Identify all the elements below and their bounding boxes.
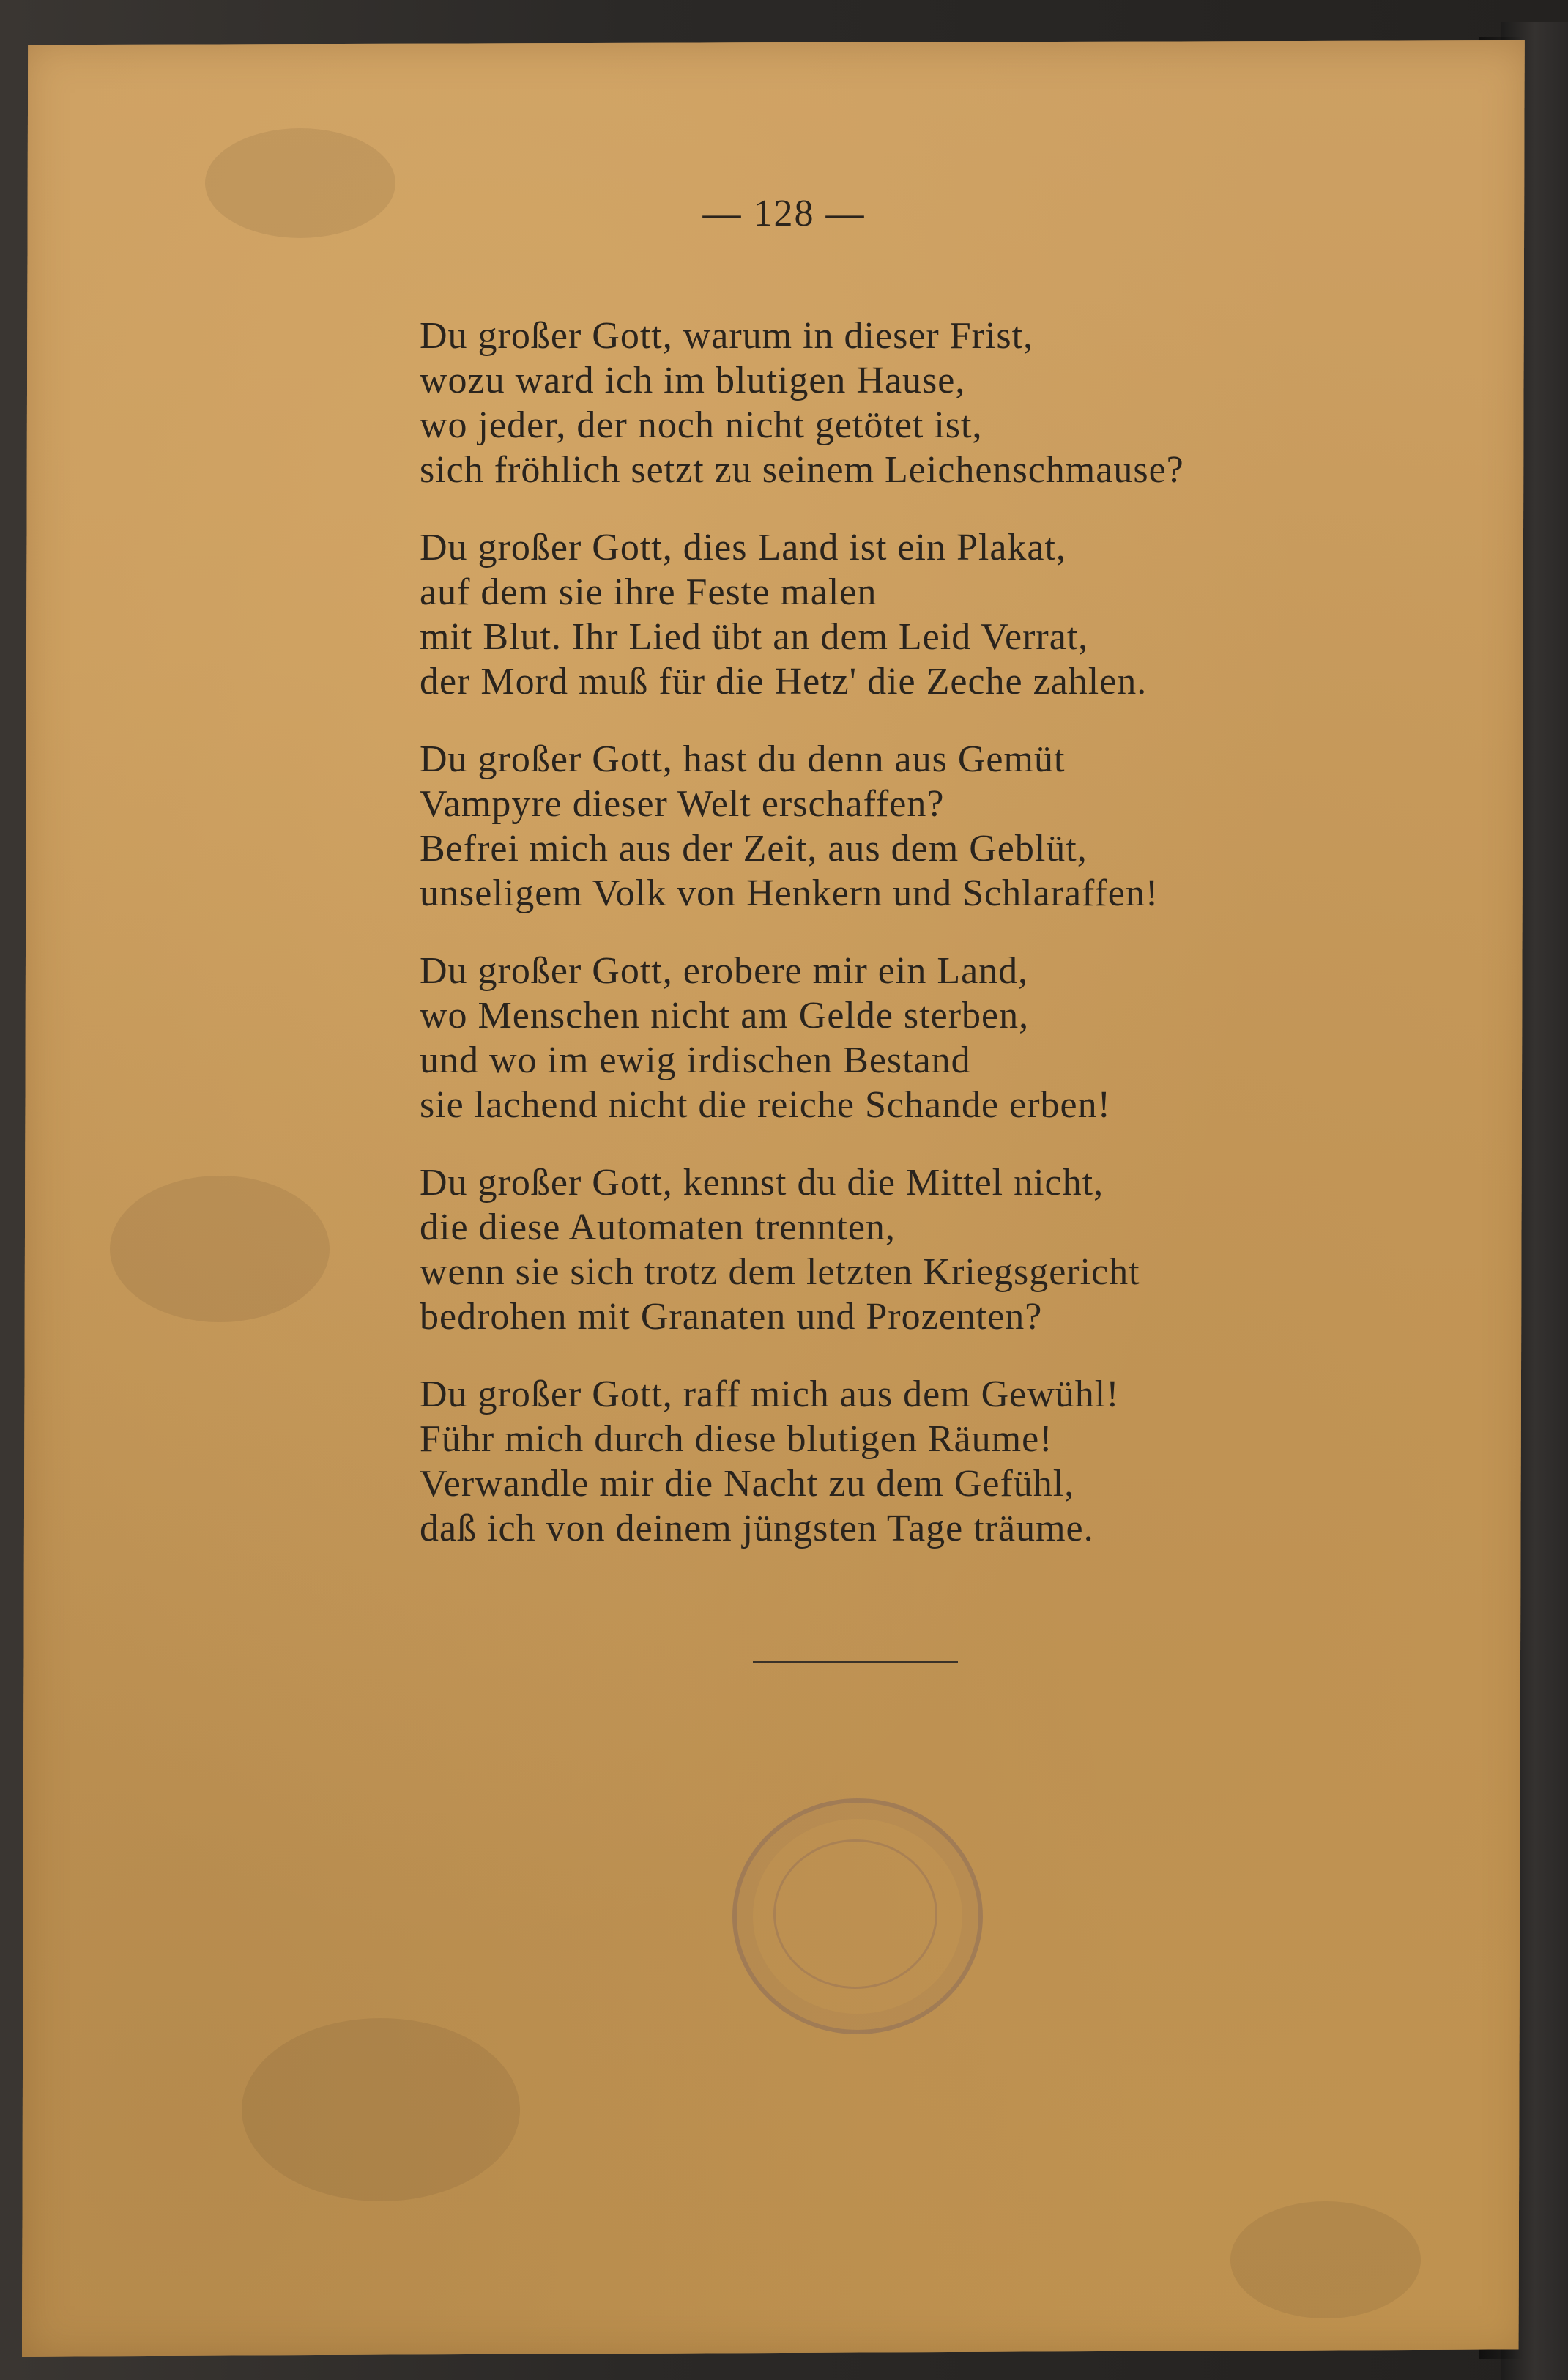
- poem: [420, 314, 1372, 1584]
- page-number: — 128 —: [702, 193, 866, 234]
- paper-stain: [110, 1176, 330, 1322]
- library-stamp-inner-ring: [773, 1839, 937, 1989]
- poem-line: auf dem sie ihre Feste malen: [420, 571, 877, 613]
- poem-line: Du großer Gott, kennst du die Mittel nicht,: [420, 1162, 1104, 1204]
- poem-line: sie lachend nicht die reiche Schande erben!: [420, 1084, 1111, 1126]
- poem-line: Du großer Gott, hast du denn aus Gemüt: [420, 738, 1066, 780]
- stanza: [420, 949, 1372, 1127]
- stanza: [420, 1160, 1372, 1339]
- poem-line: unseligem Volk von Henkern und Schlaraffen!: [420, 872, 1159, 914]
- paper-stain: [242, 2018, 520, 2201]
- poem-line: wozu ward ich im blutigen Hause,: [420, 360, 966, 401]
- poem-line: Du großer Gott, warum in dieser Frist,: [420, 315, 1034, 357]
- poem-line: wenn sie sich trotz dem letzten Kriegsgericht: [420, 1251, 1140, 1293]
- poem-line: Vampyre dieser Welt erschaffen?: [420, 783, 945, 825]
- stanza: [420, 737, 1372, 916]
- library-stamp: [732, 1798, 983, 2034]
- poem-line: mit Blut. Ihr Lied übt an dem Leid Verrat,: [420, 616, 1089, 658]
- poem-line: und wo im ewig irdischen Bestand: [420, 1039, 971, 1081]
- poem-line: der Mord muß für die Hetz' die Zeche zahlen.: [420, 661, 1148, 702]
- poem-line: Du großer Gott, dies Land ist ein Plakat,: [420, 527, 1066, 568]
- stanza: [420, 1372, 1372, 1551]
- section-divider: [753, 1661, 958, 1663]
- poem-line: die diese Automaten trennten,: [420, 1206, 896, 1248]
- poem-line: Verwandle mir die Nacht zu dem Gefühl,: [420, 1463, 1075, 1505]
- poem-line: wo jeder, der noch nicht getötet ist,: [420, 404, 983, 446]
- stanza: [420, 314, 1372, 492]
- poem-line: Du großer Gott, erobere mir ein Land,: [420, 950, 1029, 992]
- poem-line: bedrohen mit Granaten und Prozenten?: [420, 1296, 1043, 1338]
- paper-stain: [1230, 2201, 1421, 2318]
- poem-line: Führ mich durch diese blutigen Räume!: [420, 1418, 1053, 1460]
- poem-line: sich fröhlich setzt zu seinem Leichenschmause?: [420, 449, 1184, 491]
- poem-line: Befrei mich aus der Zeit, aus dem Geblüt,: [420, 828, 1088, 870]
- stanza: [420, 525, 1372, 704]
- poem-line: wo Menschen nicht am Gelde sterben,: [420, 995, 1030, 1037]
- poem-line: daß ich von deinem jüngsten Tage träume.: [420, 1508, 1094, 1549]
- poem-line: Du großer Gott, raff mich aus dem Gewühl!: [420, 1373, 1120, 1415]
